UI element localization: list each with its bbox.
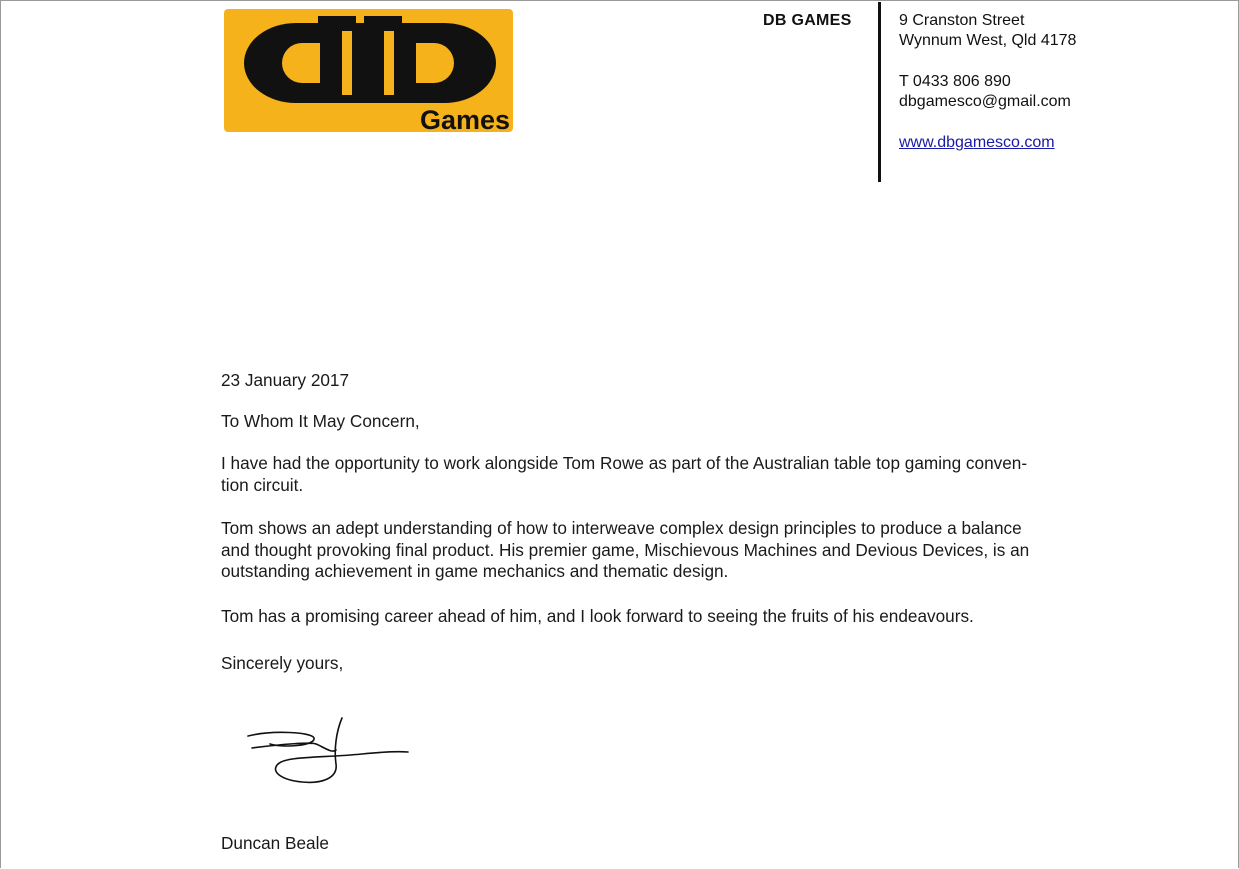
address-line-1: 9 Cranston Street (899, 12, 1025, 29)
logo-text: Games (419, 105, 510, 132)
letter-closing: Sincerely yours, (221, 653, 344, 673)
website-link[interactable]: www.dbgamesco.com (899, 134, 1055, 151)
paragraph-2-line-2: and thought provoking final product. His premier game, Mischievous Machines and Devious Devices, is an (221, 539, 1030, 560)
letter-date: 23 January 2017 (221, 370, 350, 390)
paragraph-1 (221, 453, 1121, 496)
letter-salutation: To Whom It May Concern, (221, 411, 420, 431)
paragraph-2 (221, 518, 1121, 583)
paragraph-2-line-1: Tom shows an adept understanding of how to interweave complex design principles to produce a balance (221, 518, 1022, 538)
company-name: DB GAMES (763, 12, 852, 29)
db-games-logo (224, 9, 513, 132)
handwritten-signature (242, 714, 412, 789)
paragraph-1-line-2: tion circuit. (221, 474, 304, 495)
phone-number: T 0433 806 890 (899, 73, 1011, 90)
email-address: dbgamesco@gmail.com (899, 93, 1071, 110)
paragraph-1-line-1: I have had the opportunity to work alongside Tom Rowe as part of the Australian table top gaming conven- (221, 453, 1028, 473)
contact-block (899, 11, 1076, 153)
paragraph-2-line-3: outstanding achievement in game mechanics and thematic design. (221, 561, 729, 581)
address-line-2: Wynnum West, Qld 4178 (899, 32, 1077, 49)
paragraph-3: Tom has a promising career ahead of him, and I look forward to seeing the fruits of his endeavours. (221, 606, 974, 626)
header-divider (878, 2, 881, 182)
signer-name: Duncan Beale (221, 833, 329, 853)
